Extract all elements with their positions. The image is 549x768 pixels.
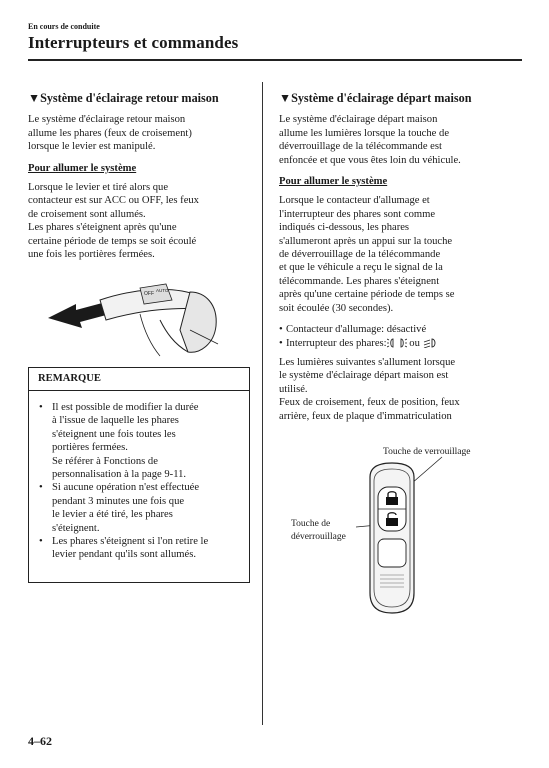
title-rule: [28, 59, 522, 61]
left-subheading: Pour allumer le système: [28, 162, 137, 174]
right-body-line: s'allumeront après un appui sur la touche: [279, 235, 453, 247]
right-result-line: arrière, feux de plaque d'immatriculation: [279, 410, 452, 422]
left-intro-line: Le système d'éclairage retour maison: [28, 114, 186, 126]
left-intro-line: lorsque le levier est manipulé.: [28, 141, 156, 153]
left-body-line: Lorsque le levier et tiré alors que: [28, 182, 169, 194]
left-body-line: Les phares s'éteignent après qu'une: [28, 222, 177, 234]
lever-mark-auto: AUTO: [156, 288, 169, 293]
left-body-line: contacteur est sur ACC ou OFF, les feux: [28, 195, 199, 207]
right-body-line: Lorsque le contacteur d'allumage et: [279, 195, 430, 207]
column-divider: [262, 82, 263, 725]
page-number: 4–62: [28, 734, 52, 748]
left-heading: ▼Système d'éclairage retour maison: [28, 91, 219, 105]
right-intro-line: Le système d'éclairage départ maison: [279, 114, 438, 126]
page-title: Interrupteurs et commandes: [28, 33, 239, 52]
lock-label: Touche de verrouillage: [383, 447, 471, 457]
right-result-line: utilisé.: [279, 383, 308, 395]
left-body-line: certaine période de temps se soit écoulé: [28, 235, 197, 247]
remark-heading: REMARQUE: [29, 368, 249, 391]
headlight-lever-illustration: [40, 270, 220, 358]
unlock-label-line2: déverrouillage: [291, 532, 346, 542]
left-body-line: de croisement sont allumés.: [28, 208, 146, 220]
right-body-line: après qu'une certaine période de temps se: [279, 289, 455, 301]
right-body-line: et que le véhicule a reçu le signal de la: [279, 262, 443, 274]
right-result-line: Les lumières suivantes s'allument lorsque: [279, 356, 456, 368]
key-fob-illustration: [340, 455, 480, 617]
remark-item: • Il est possible de modifier la durée à l'issue de laquelle les phares s'éteignent une fois toutes les portières fermées. Se référer à Fonctions de personnalisation à la page 9-11.: [39, 401, 243, 481]
left-column: [28, 92, 253, 261]
headlight-condition: • Interrupteur des phares: ou: [279, 337, 509, 350]
low-beam-icon: [423, 338, 437, 348]
unlock-label-line1: Touche de: [291, 519, 331, 529]
right-result-line: le système d'éclairage départ maison est: [279, 370, 449, 382]
left-body-line: une fois les portières fermées.: [28, 249, 155, 261]
right-intro-line: enfoncée et que vous êtes loin du véhicule.: [279, 154, 461, 166]
right-body-line: soit écoulée (30 secondes).: [279, 302, 394, 314]
remark-box: [28, 367, 250, 583]
right-body-line: l'interrupteur des phares sont comme: [279, 208, 436, 220]
right-heading: ▼Système d'éclairage départ maison: [279, 91, 472, 105]
right-column: [279, 92, 509, 423]
right-intro-line: allume les lumières lorsque la touche de: [279, 127, 450, 139]
right-body-line: télécommande. Les phares s'éteignent: [279, 275, 440, 287]
remark-item: • Les phares s'éteignent si l'on retire le levier pendant qu'ils sont allumés.: [39, 535, 243, 562]
ignition-condition: • Contacteur d'allumage: désactivé: [279, 323, 509, 336]
parking-light-icon: [387, 338, 407, 348]
section-breadcrumb: En cours de conduite: [28, 22, 100, 31]
remark-item: • Si aucune opération n'est effectuée pendant 3 minutes une fois que le levier a été tiré, les phares s'éteignent.: [39, 481, 243, 535]
right-body-line: indiqués ci-dessous, les phares: [279, 222, 410, 234]
right-intro-line: déverrouillage de la télécommande est: [279, 141, 442, 153]
right-subheading: Pour allumer le système: [279, 176, 388, 188]
lever-mark-off: OFF: [144, 291, 154, 297]
right-result-line: Feux de croisement, feux de position, feux: [279, 397, 460, 409]
right-body-line: de déverrouillage de la télécommande: [279, 249, 441, 261]
left-intro-line: allume les phares (feux de croisement): [28, 127, 192, 139]
